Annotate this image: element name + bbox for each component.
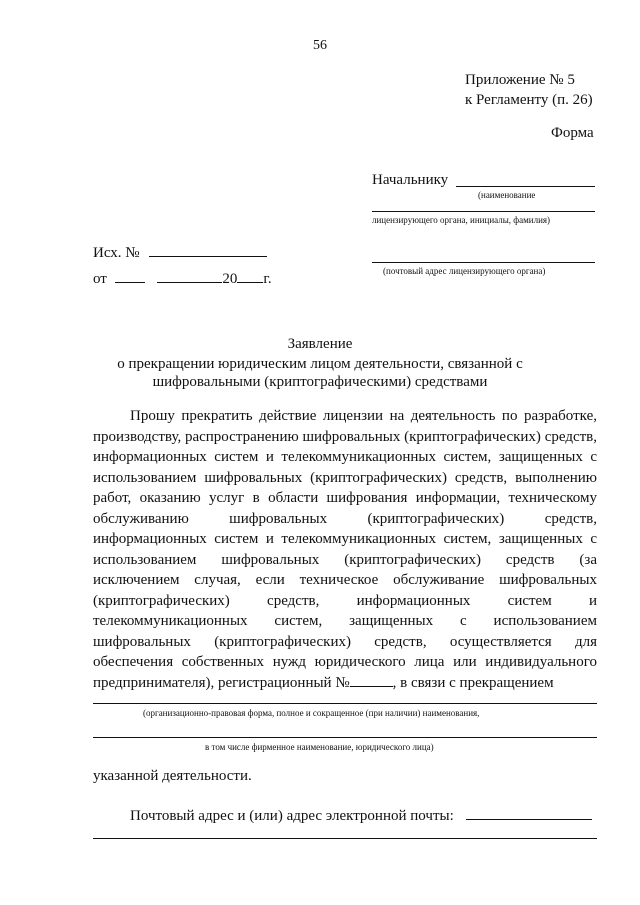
document-title: Заявление [287, 336, 353, 352]
form-label: Форма [551, 125, 594, 141]
page-number: 56 [313, 38, 327, 53]
document-subtitle-line1: о прекращении юридическим лицом деятельности, связанной с [117, 356, 523, 372]
contact-address-blank [466, 806, 592, 820]
outgoing-year-blank [237, 269, 263, 283]
outgoing-number-row [93, 243, 267, 262]
contact-address-line [93, 838, 597, 839]
outgoing-month-blank [157, 269, 222, 283]
org-name-line [93, 703, 597, 704]
firm-name-line [93, 737, 597, 738]
contact-address-row [130, 806, 592, 825]
closing-text: указанной деятельности. [93, 768, 252, 784]
outgoing-day-blank [115, 269, 145, 283]
regulation-reference: к Регламенту (п. 26) [465, 92, 593, 108]
addressee-org-line [372, 211, 595, 212]
addressee-to-label: Начальнику [372, 172, 449, 188]
outgoing-number-blank [149, 243, 267, 257]
outgoing-number-label: Исх. № [93, 245, 140, 261]
contact-address-label: Почтовый адрес и (или) адрес электронной почты: [130, 808, 454, 824]
registration-number-blank [350, 674, 393, 687]
document-subtitle-line2: шифровальными (криптографическими) средствами [152, 374, 488, 390]
appendix-label: Приложение № 5 [465, 72, 575, 88]
application-body [93, 406, 597, 693]
application-paragraph-tail: , в связи с прекращением [392, 674, 554, 691]
outgoing-year-suffix: г. [263, 271, 272, 287]
addressee-address-caption: (почтовый адрес лицензирующего органа) [383, 266, 546, 276]
outgoing-date-label: от [93, 271, 107, 287]
addressee-org-caption: лицензирующего органа, инициалы, фамилия) [372, 215, 551, 225]
addressee-name-caption: (наименование [478, 190, 536, 200]
firm-name-caption: в том числе фирменное наименование, юридического лица) [205, 742, 434, 752]
addressee-address-line [372, 262, 595, 263]
outgoing-date-row [93, 269, 272, 288]
application-paragraph: Прошу прекратить действие лицензии на деятельность по разработке, производству, распространению шифровальных (криптографических) средств, информационных систем и телекоммуникационных систем, защищенных с использованием шифровальных (криптографических) средств, выполнению работ, оказанию услуг в области шифрования информации, техническому обслуживанию шифровальных (криптографических) средств, информационных систем и телекоммуникационных систем, защищенных с использованием шифровальных (криптографических) средств (за исключением случая, если техническое обслуживание шифровальных (криптографических) средств, информационных систем и телекоммуникационных систем, защищенных с использованием шифровальных (криптографических) средств, осуществляется для обеспечения собственных нужд юридического лица или индивидуального предпринимателя), регистрационный № [93, 408, 597, 691]
outgoing-year-prefix: 20 [222, 271, 238, 287]
addressee-name-line [456, 186, 595, 187]
org-form-caption: (организационно-правовая форма, полное и сокращенное (при наличии) наименования, [143, 708, 480, 718]
